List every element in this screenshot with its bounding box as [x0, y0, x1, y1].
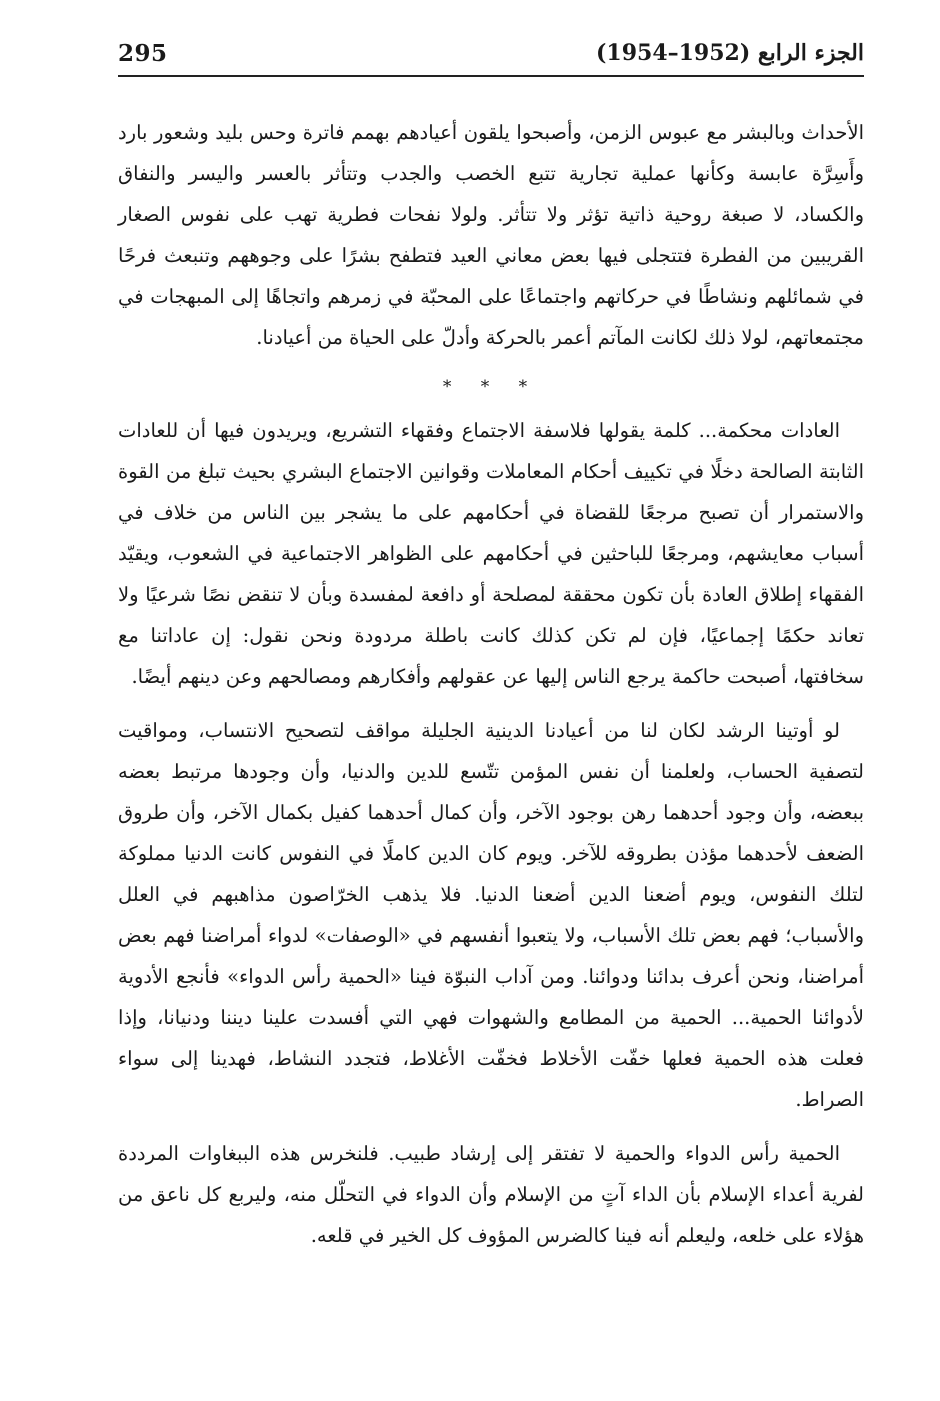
paragraph-4: الحمية رأس الدواء والحمية لا تفتقر إلى إرشاد طبيب. فلنخرس هذه الببغاوات المرددة لفرية أعداء الإسلام بأن الداء آتٍ من الإسلام وأن الدواء في التحلّل منه، وليربع كل ناعق من هؤلاء على خلعه، وليعلم أنه فينا كالضرس المؤوف كل الخير في قلعه.	[118, 1142, 864, 1247]
paragraph-3: لو أوتينا الرشد لكان لنا من أعيادنا الدينية الجليلة مواقف لتصحيح الانتساب، ومواقيت لتصفية الحساب، ولعلمنا أن نفس المؤمن تتّسع للدين والدنيا، وأن وجودها مرتبط بعضه ببعضه، وأن وجود أحدهما رهن بوجود الآخر، وأن كمال أحدهما كفيل بكمال الآخر، وأن طروق الضعف لأحدهما مؤذن بطروقه للآخر. ويوم كان الدين كاملًا في النفوس كانت الدنيا مملوكة لتلك النفوس، ويوم أضعنا الدين أضعنا الدنيا. فلا يذهب الخرّاصون مذاهبهم في العلل والأسباب؛ فهم بعض تلك الأسباب، ولا يتعبوا أنفسهم في «الوصفات» لدواء أمراضنا فهم بعض أمراضنا، ونحن أعرف بدائنا ودوائنا. ومن آداب النبوّة فينا «الحمية رأس الدواء» فأنجع الأدوية لأدوائنا الحمية... الحمية من المطامع والشهوات فهي التي أفسدت علينا ديننا ودنيانا، وإذا فعلت هذه الحمية فعلها خفّت الأخلاط فخفّت الأغلاط، فتجدد النشاط، فهدينا إلى سواء الصراط.	[118, 719, 864, 1111]
page-header	[118, 36, 864, 74]
section-separator: * * *	[442, 377, 540, 397]
paragraph-2: العادات محكمة... كلمة يقولها فلاسفة الاجتماع وفقهاء التشريع، ويريدون فيها أن للعادات الثابتة الصالحة دخلًا في تكييف أحكام المعاملات وقوانين الاجتماع البشري بحيث تبلغ من القوة والاستمرار أن تصبح مرجعًا للقضاة في أحكامهم على ما يشجر بين الناس من خلاف في أسباب معايشهم، ومرجعًا للباحثين في أحكامهم على الظواهر الاجتماعية في الشعوب، ويقيّد الفقهاء إطلاق العادة بأن تكون محققة لمصلحة أو دافعة لمفسدة وبأن لا تنقض نصًا شرعيًا ولا تعاند حكمًا إجماعيًا، فإن لم تكن كذلك كانت باطلة مردودة ونحن نقول: إن عاداتنا مع سخافتها، أصبحت حاكمة يرجع الناس إليها عن عقولهم وأفكارهم ومصالحهم وعن دينهم أيضًا.	[118, 419, 864, 688]
header-rule	[118, 75, 864, 77]
running-title: الجزء الرابع (1952–1954)	[595, 40, 864, 66]
paragraph-1: الأحداث وبالبشر مع عبوس الزمن، وأصبحوا يلقون أعيادهم بهمم فاترة وحس بليد وشعور بارد وأَسِرَّة عابسة وكأنها عملية تجارية تتبع الخصب والجدب وتتأثر بالعسر واليسر والنفاق والكساد، لا صبغة روحية ذاتية تؤثر ولا تتأثر. ولولا نفحات فطرية تهب على نفوس الصغار القريبين من الفطرة فتتجلى فيها بعض معاني العيد فتطفح بشرًا على وجوههم وتنبعث فرحًا في شمائلهم ونشاطًا في حركاتهم واجتماعًا على المحبّة في زمرهم واتجاهًا إلى المبهجات في مجتمعاتهم، لولا ذلك لكانت المآتم أعمر بالحركة وأدلّ على الحياة من أعيادنا.	[118, 121, 864, 349]
page-number: 295	[118, 40, 168, 67]
page-body	[118, 112, 864, 1256]
